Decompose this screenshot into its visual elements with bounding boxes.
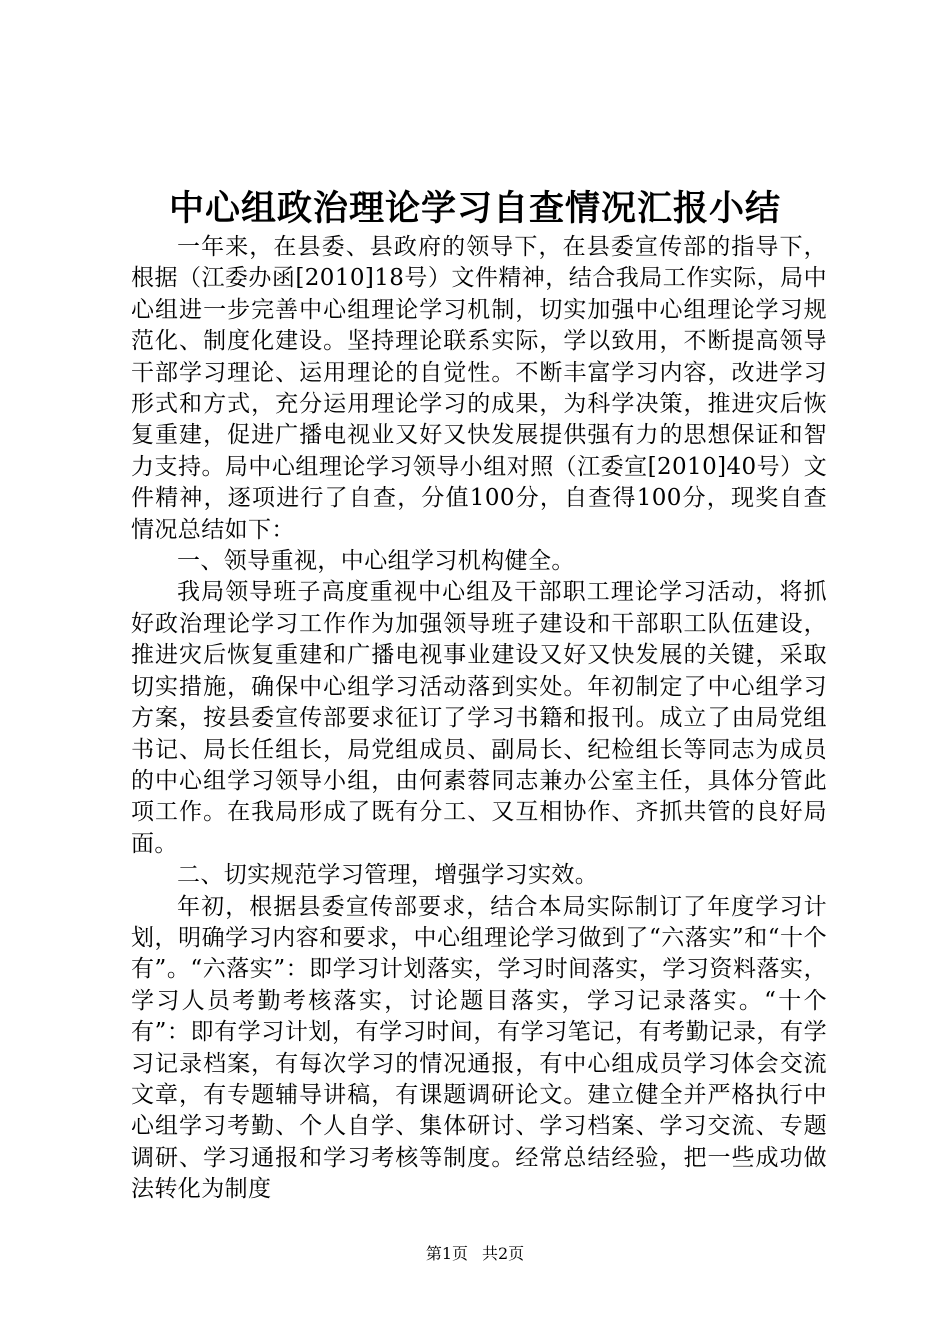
document-title: 中心组政治理论学习自查情况汇报小结 (168, 188, 781, 229)
paragraph-intro: 一年来，在县委、县政府的领导下，在县委宣传部的指导下，根据（江委办函[2010]18号）文件精神，结合我局工作实际，局中心组进一步完善中心组理论学习机制，切实加强中心组理论学习规范化、制度化建设。坚持理论联系实际，学以致用，不断提高领导干部学习理论、运用理论的自觉性。不断丰富学习内容，改进学习形式和方式，充分运用理论学习的成果，为科学决策，推进灾后恢复重建，促进广播电视业又好又快发展提供强有力的思想保证和智力支持。局中心组理论学习领导小组对照（江委宣[2010]40号）文件精神，逐项进行了自查，分值100分，自查得100分，现奖自查情况总结如下： (131, 234, 827, 543)
page-total: 共2页 (482, 1244, 525, 1263)
page-number: 第1页 (425, 1244, 468, 1263)
section-heading-1: 一、领导重视，中心组学习机构健全。 (177, 548, 575, 575)
paragraph-section-1: 我局领导班子高度重视中心组及干部职工理论学习活动，将抓好政治理论学习工作作为加强领导班子建设和干部职工队伍建设，推进灾后恢复重建和广播电视事业建设又好又快发展的关键，采取切实措施，确保中心组学习活动落到实处。年初制定了中心组学习方案，按县委宣传部要求征订了学习书籍和报刊。成立了由局党组书记、局长任组长，局党组成员、副局长、纪检组长等同志为成员的中心组学习领导小组，由何素蓉同志兼办公室主任，具体分管此项工作。在我局形成了既有分工、又互相协作、齐抓共管的良好局面。 (131, 579, 827, 857)
section-heading-2: 二、切实规范学习管理，增强学习实效。 (177, 862, 599, 889)
paragraph-section-2: 年初，根据县委宣传部要求，结合本局实际制订了年度学习计划，明确学习内容和要求，中心组理论学习做到了“六落实”和“十个有”。“六落实”：即学习计划落实，学习时间落实，学习资料落实，学习人员考勤考核落实，讨论题目落实，学习记录落实。“十个有”：即有学习计划，有学习时间，有学习笔记，有考勤记录，有学习记录档案，有每次学习的情况通报，有中心组成员学习体会交流文章，有专题辅导讲稿，有课题调研论文。建立健全并严格执行中心组学习考勤、个人自学、集体研讨、学习档案、学习交流、专题调研、学习通报和学习考核等制度。经常总结经验，把一些成功做法转化为制度 (131, 893, 827, 1203)
document-body (131, 232, 827, 1206)
page-footer (0, 1243, 950, 1265)
